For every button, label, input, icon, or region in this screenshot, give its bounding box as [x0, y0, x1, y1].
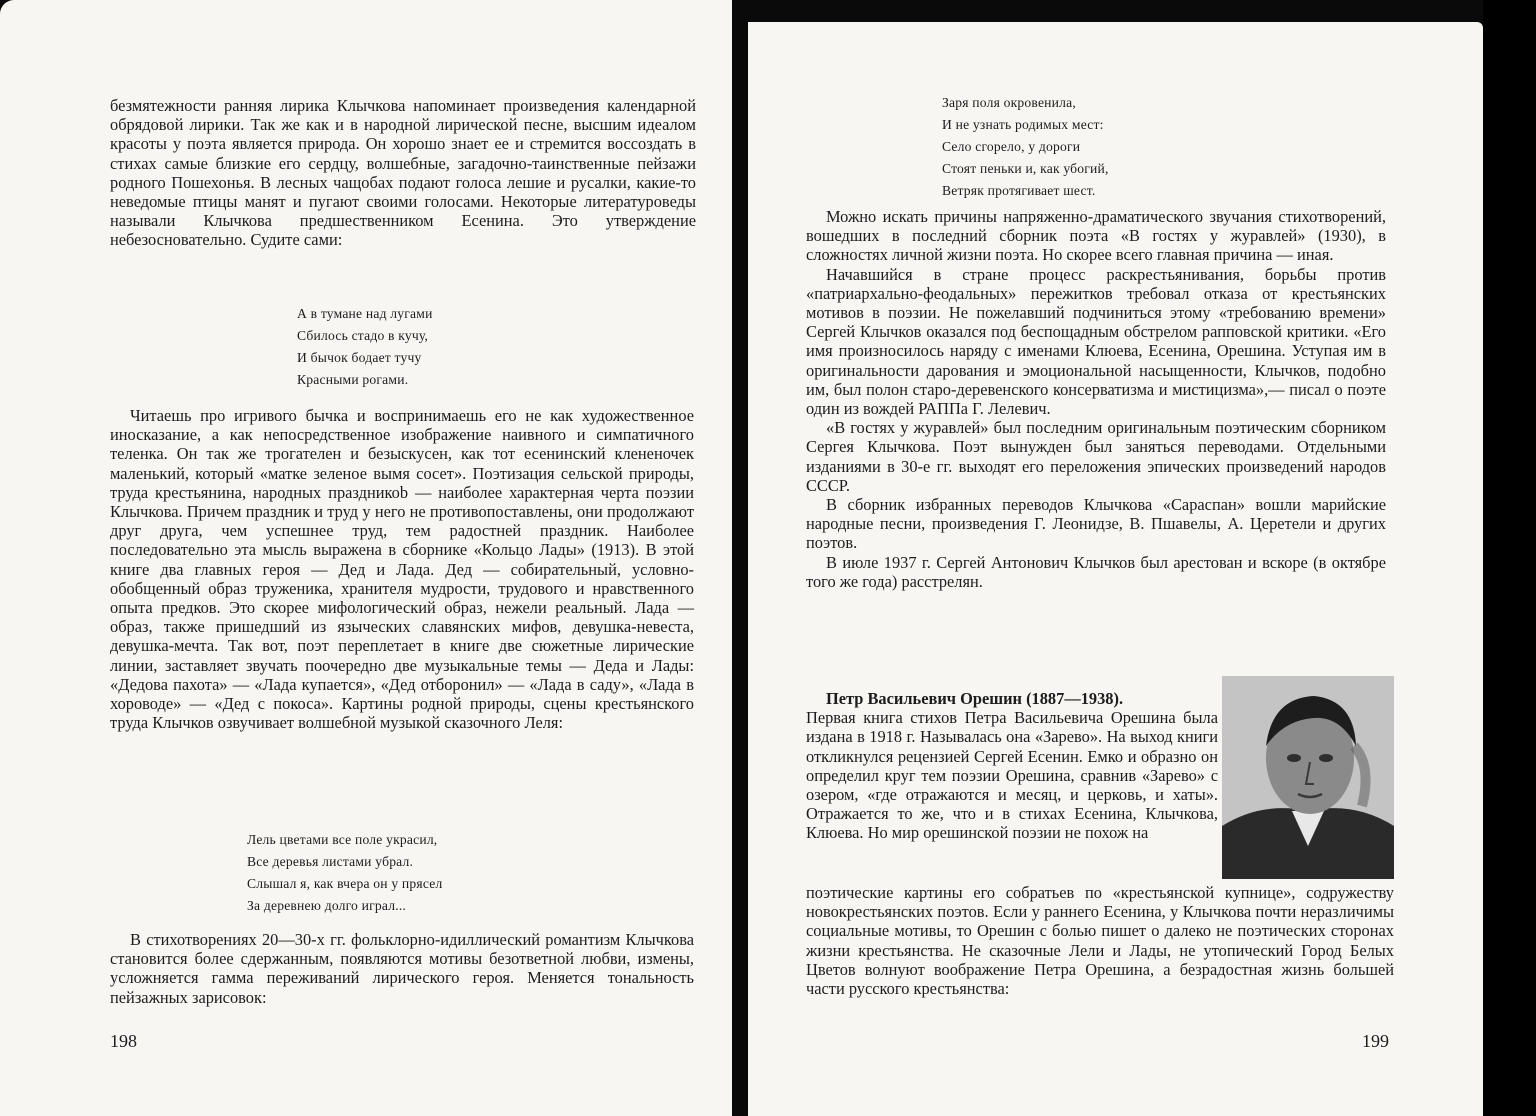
page-number-left: 198: [110, 1031, 137, 1051]
oreshin-bio-rest: [806, 883, 1394, 998]
paragraph-text: Начавшийся в стране процесс раскрестьянивания, борьбы против «патриархально-феодальных» пережитков требовал отказа от крестьянских мотивов в поэзии. Не пожелавший подчиниться этому «требованию времени» Сергей Клычков оказался под беспощадным обстрелом рапповской критики. «Его имя произносилось наряду с именами Клюева, Есенина, Орешина. Уступая им в оригинальности дарования и эмоциональной насыщенности, Клычков, подобно им, был полон старо-деревенского консерватизма и мистицизма»,— писал о поэте один из вождей РАППа Г. Лелевич.: [806, 264, 1386, 419]
verse-line: Красными рогами.: [297, 372, 409, 387]
paragraph-text: «В гостях у журавлей» был последним оригинальным поэтическим сборником Сергея Клычкова. Поэт вынужден был заняться переводами. Отдельными изданиями в 30-е гг. выходят его переложения эпических произведений народов СССР.: [806, 418, 1386, 495]
paragraph-text: В сборник избранных переводов Клычкова «Сараспан» вошли марийские народные песни, произведения Г. Леонидзе, В. Пшавелы, А. Церетели и других поэтов.: [806, 495, 1386, 553]
bio-heading: Петр Васильевич Орешин (1887—1938).: [826, 689, 1124, 708]
left-paragraph-2: [110, 406, 694, 732]
oreshin-bio-intro: [806, 689, 1218, 843]
verse-line: А в тумане над лугами: [297, 306, 433, 321]
left-paragraph-1: [110, 96, 696, 250]
left-stanza-1: [297, 303, 433, 391]
paragraph-text: Можно искать причины напряженно-драматического звучания стихотворений, вошедших в последний сборник поэта «В гостях у журавлей» (1930), в сложностях личной жизни поэта. Но скорее всего главная причина — иная.: [806, 207, 1386, 265]
verse-line: И не узнать родимых мест:: [942, 117, 1104, 132]
verse-line: Ветряк протягивает шест.: [942, 183, 1096, 198]
verse-line: Село сгорело, у дороги: [942, 139, 1081, 154]
left-stanza-2: [247, 829, 442, 917]
verse-line: И бычок бодает тучу: [297, 350, 422, 365]
paragraph-text: В стихотворениях 20—30-х гг. фольклорно-идиллический романтизм Клычкова становится более сдержанным, появляются мотивы безответной любви, измены, усложняется гамма переживаний лирического героя. Меняется тональность пейзажных зарисовок:: [110, 930, 694, 1007]
verse-line: Сбилось стадо в кучу,: [297, 328, 429, 343]
bio-wrapped-text: Первая книга стихов Петра Васильевича Орешина была издана в 1918 г. Называлась она «Зарево». На выход книги откликнулся рецензией Сергей Есенин. Емко и образно он определил круг тем поэзии Орешина, сравнив «Зарево» с озером, «где отражаются и месяц, и церковь, и хаты». Отражается то же, что и в стихах Есенина, Клычкова, Клюева. Но мир орешинской поэзии не похож на: [806, 708, 1218, 843]
portrait-photo-svg: [1222, 676, 1394, 879]
paragraph-text: безмятежности ранняя лирика Клычкова напоминает произведения календарной обрядовой лирики. Так же как и в народной лирической песне, высшим идеалом красоты у поэта является природа. Он хорошо знает ее и стремится воссоздать в стихах самые близкие его сердцу, волшебные, загадочно-таинственные пейзажи родного Пошехонья. В лесных чащобах подают голоса лешие и русалки, какие-то неведомые птицы манят и пугают своими голосами. Некоторые литературоведы называли Клычкова предшественником Есенина. Это утверждение небезосновательно. Судите сами:: [110, 96, 696, 250]
verse-line: За деревнею долго играл...: [247, 898, 407, 913]
paragraph-text: В июле 1937 г. Сергей Антонович Клычков был арестован и вскоре (в октябре того же года) расстрелян.: [806, 552, 1386, 591]
paragraph-text: Читаешь про игривого бычка и воспринимаешь его не как художественное иносказание, а как непосредственное изображение наивного и симпатичного теленка. Он так же трогателен и безыскусен, как тот есенинский клененочек маленький, который «матке зеленое вымя сосет». Поэтизация сельской природы, труда крестьянина, народных праздникоb — наиболее характерная черта поэзии Клычкова. Причем праздник и труд у него не противопоставлены, они продолжают друг друга, чем успешнее труд, тем радостней праздник. Наиболее последовательно эта мысль выражена в сборнике «Кольцо Лады» (1913). В этой книге два главных героя — Дед и Лада. Дед — собирательный, условно-обобщенный образ труженика, хранителя мудрости, трудового и нравственного опыта предков. Это скорее мифологический образ, нежели реальный. Лада — образ, также пришедший из языческих славянских мифов, девушка-невеста, девушка-мечта. Так вот, поэт переплетает в книге две сюжетные лирические линии, заставляет звучать поочередно две музыкальные темы — Деда и Лады: «Дедова пахота» — «Лада купается», «Дед отборонил» — «Лада в саду», «Лада в хороводе» — «Дед с покоса». Картины родной природы, сцены крестьянского труда Клычков озвучивает волшебной музыкой сказочного Леля:: [110, 406, 694, 733]
left-paragraph-3: [110, 930, 694, 1007]
verse-line: Стоят пеньки и, как убогий,: [942, 161, 1109, 176]
verse-line: Лель цветами все поле украсил,: [247, 832, 438, 847]
bio-rest-text: поэтические картины его собратьев по «крестьянской купнице», содружеству новокрестьянских поэтов. Если у раннего Есенина, у Клычкова почти неразличимы социальные мотивы, то Орешин с болью пишет о далеко не поэтических сторонах жизни крестьянства. Не сказочные Лели и Лады, не утопический Город Белых Цветов волнуют воображение Петра Орешина, а безрадостная жизнь большей части русского крестьянства:: [806, 883, 1394, 999]
portrait-photo: [1222, 676, 1394, 879]
right-stanza-1: [942, 92, 1109, 202]
verse-line: Все деревья листами убрал.: [247, 854, 414, 869]
verse-line: Заря поля окровенила,: [942, 95, 1076, 110]
right-paragraphs: [806, 207, 1386, 591]
verse-line: Слышал я, как вчера он у прясел: [247, 876, 443, 891]
book-edge: [1483, 0, 1536, 1116]
page-number-right: 199: [1362, 1031, 1389, 1051]
